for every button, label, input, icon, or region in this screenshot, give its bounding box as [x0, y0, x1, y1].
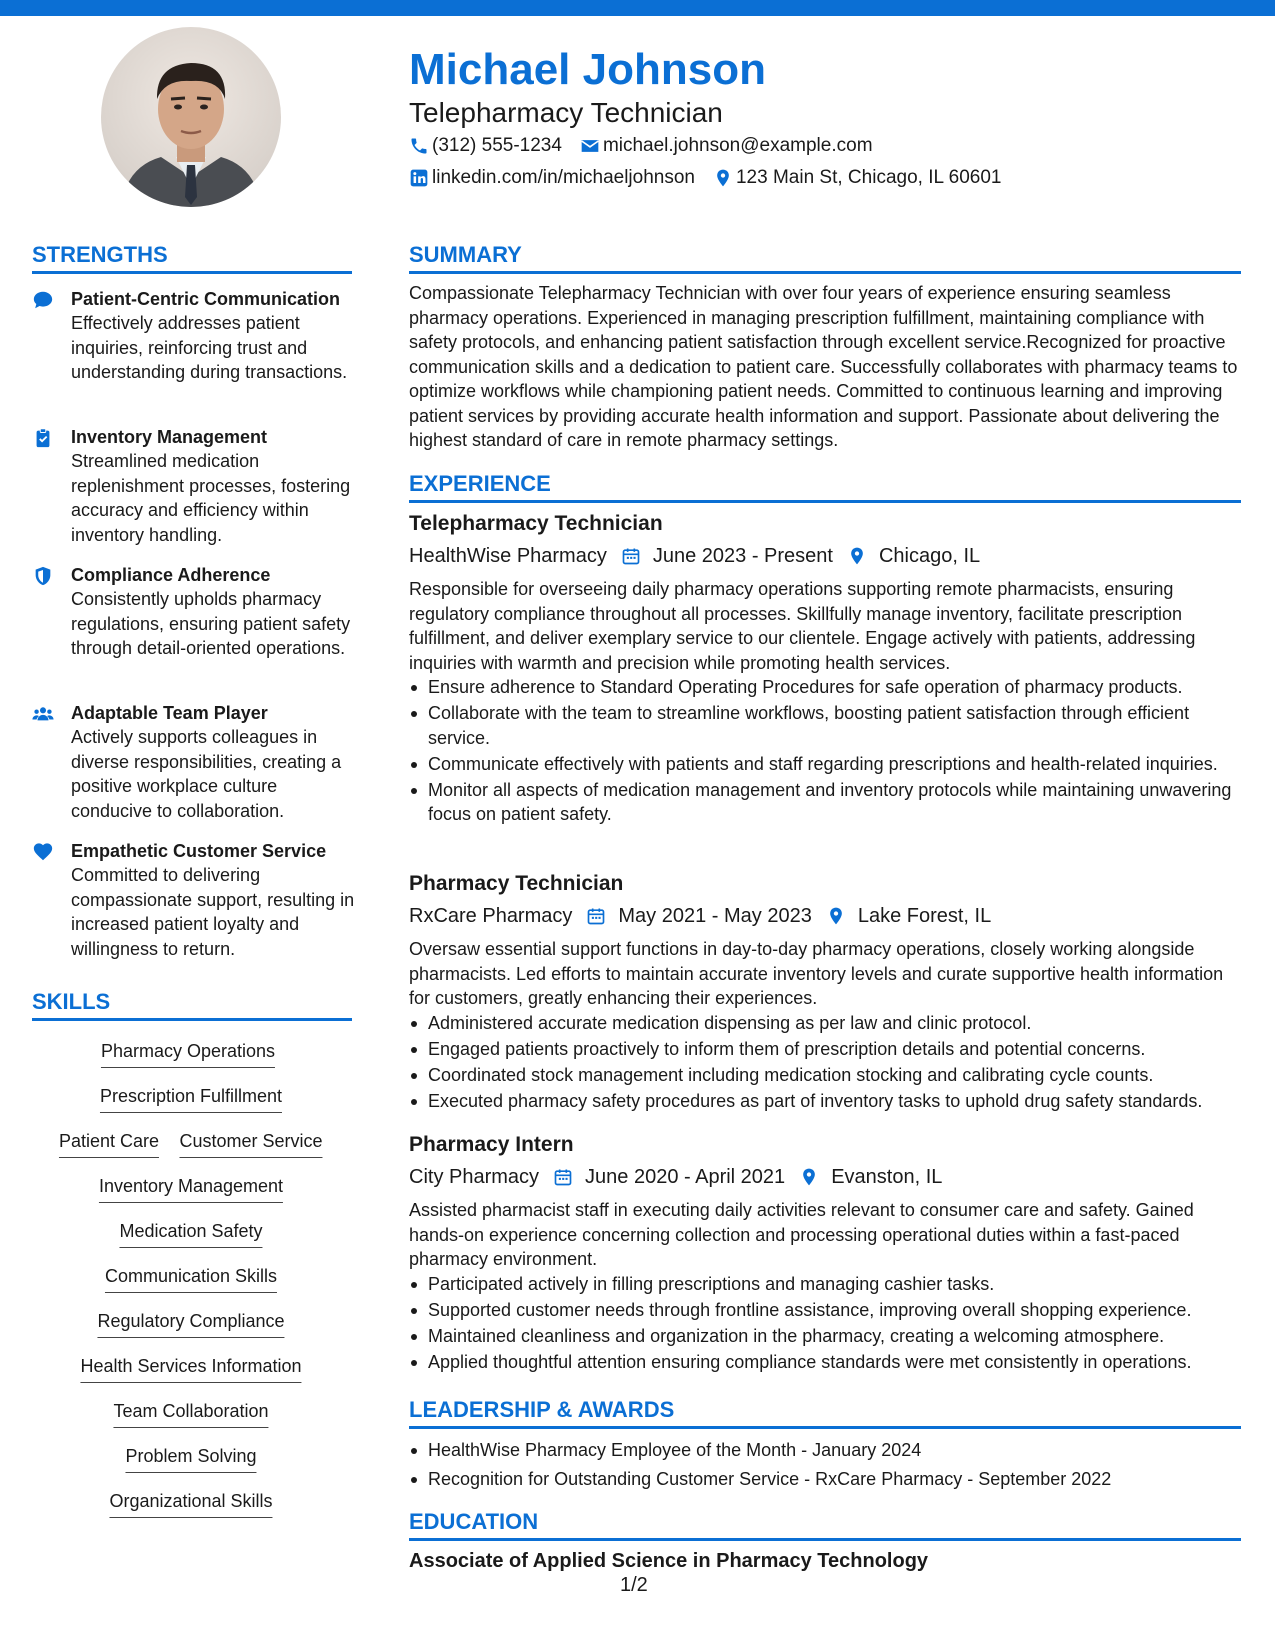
list-item: Coordinated stock management including medication stocking and calibrating cycle counts.	[409, 1063, 1241, 1088]
list-item: Maintained cleanliness and organization in the pharmacy, creating a welcoming atmosphere.	[409, 1324, 1241, 1349]
skill-tag: Health Services Information	[80, 1354, 301, 1383]
calendar-icon	[586, 906, 606, 926]
job-dates: June 2020 - April 2021	[585, 1166, 786, 1188]
company-name: HealthWise Pharmacy	[409, 545, 607, 567]
skill-tag: Patient Care	[59, 1129, 159, 1158]
experience-rule	[409, 500, 1241, 503]
job-description: Responsible for overseeing daily pharmacy operations supporting remote pharmacists, ensuring regulatory compliance throughout all processes. Skillfully manage inventory, facilitate prescription fulfillment, and deliver exemplary service to our clientele. Engage actively with patients, addressing inquiries with warmth and precision while promoting health services.	[409, 579, 1196, 673]
list-item: HealthWise Pharmacy Employee of the Month - January 2024	[409, 1438, 1241, 1463]
candidate-title: Telepharmacy Technician	[409, 97, 723, 128]
list-item: Supported customer needs through frontline assistance, improving overall shopping experience.	[409, 1298, 1241, 1323]
strength-description: Actively supports colleagues in diverse responsibilities, creating a positive workplace culture conducive to collaboration.	[71, 727, 342, 821]
skill-tag: Customer Service	[179, 1129, 322, 1158]
list-item: Administered accurate medication dispensing as per law and clinic protocol.	[409, 1011, 1241, 1036]
map-pin-icon	[713, 168, 733, 188]
job-bullets	[409, 1011, 1241, 1115]
strength-description: Effectively addresses patient inquiries, reinforcing trust and understanding during transactions.	[71, 313, 348, 382]
skill-tag: Team Collaboration	[113, 1399, 268, 1428]
address: 123 Main St, Chicago, IL 60601	[735, 167, 1002, 188]
job-meta	[409, 1163, 942, 1191]
list-item: Monitor all aspects of medication management and inventory protocols while maintaining unwavering focus on patient safety.	[409, 778, 1241, 827]
job-title: Pharmacy Intern	[409, 1133, 574, 1156]
list-item: Engaged patients proactively to inform them of prescription details and potential concerns.	[409, 1037, 1241, 1062]
strength-description: Streamlined medication replenishment processes, fostering accuracy and efficiency within inventory handling.	[71, 451, 351, 545]
calendar-icon	[621, 546, 641, 566]
job-description: Assisted pharmacist staff in executing daily activities relevant to consumer care and safety. Gained hands-on experience concerning collection and processing operational duties within a fast-paced pharmacy environment.	[409, 1200, 1194, 1269]
summary-rule	[409, 271, 1241, 274]
email-link[interactable]: michael.johnson@example.com	[602, 135, 873, 156]
experience-heading: EXPERIENCE	[409, 471, 551, 496]
map-pin-icon	[799, 1167, 819, 1187]
heart-icon	[32, 841, 54, 863]
skill-tag: Pharmacy Operations	[101, 1039, 275, 1068]
skill-tag: Communication Skills	[105, 1264, 277, 1293]
skill-tag: Medication Safety	[119, 1219, 262, 1248]
job-dates: May 2021 - May 2023	[618, 905, 812, 927]
education-heading: EDUCATION	[409, 1509, 539, 1534]
users-icon	[32, 703, 54, 725]
awards-heading: LEADERSHIP & AWARDS	[409, 1397, 675, 1422]
profile-photo	[101, 27, 281, 207]
top-accent-bar	[0, 0, 1275, 16]
summary-text: Compassionate Telepharmacy Technician with over four years of experience ensuring seamless pharmacy operations. Experienced in managing prescription fulfillment, maintaining compliance with safety protocols, and enhancing patient satisfaction through excellent service.Recognized for proactive communication skills and a dedication to patient care. Successfully collaborates with pharmacy teams to optimize workflows while championing patient needs. Committed to continuous learning and improving patient services by providing accurate health information and support. Passionate about delivering the highest standard of care in remote pharmacy settings.	[409, 283, 1238, 450]
skill-tag: Inventory Management	[99, 1174, 283, 1203]
strengths-heading: STRENGTHS	[32, 242, 168, 267]
avatar	[101, 27, 281, 207]
linkedin-icon	[409, 168, 429, 188]
skill-tag: Organizational Skills	[109, 1489, 272, 1518]
list-item: Communicate effectively with patients and staff regarding prescriptions and health-related inquiries.	[409, 752, 1241, 777]
contact-row-1	[409, 134, 873, 158]
skills-heading: SKILLS	[32, 989, 111, 1014]
list-item: Recognition for Outstanding Customer Service - RxCare Pharmacy - September 2022	[409, 1467, 1241, 1492]
skill-tag: Problem Solving	[125, 1444, 256, 1473]
awards-list	[409, 1438, 1241, 1493]
job-location: Chicago, IL	[878, 545, 981, 567]
calendar-icon	[553, 1167, 573, 1187]
strength-title: Compliance Adherence	[71, 565, 271, 585]
page-indicator: 1/2	[620, 1574, 648, 1596]
phone-icon	[409, 136, 429, 156]
strength-title: Patient-Centric Communication	[71, 289, 341, 309]
job-meta	[409, 902, 991, 930]
envelope-icon	[580, 136, 600, 156]
strength-description: Consistently upholds pharmacy regulations, ensuring patient safety through detail-oriented operations.	[71, 589, 351, 658]
job-title: Telepharmacy Technician	[409, 512, 663, 535]
list-item: Ensure adherence to Standard Operating Procedures for safe operation of pharmacy products.	[409, 675, 1241, 700]
skills-rule	[32, 1018, 352, 1021]
skill-tag: Prescription Fulfillment	[100, 1084, 282, 1113]
job-bullets	[409, 1272, 1241, 1376]
map-pin-icon	[847, 546, 867, 566]
list-item: Participated actively in filling prescriptions and managing cashier tasks.	[409, 1272, 1241, 1297]
list-item: Executed pharmacy safety procedures as part of inventory tasks to uphold drug safety standards.	[409, 1089, 1241, 1114]
summary-heading: SUMMARY	[409, 242, 522, 267]
job-dates: June 2023 - Present	[652, 545, 833, 567]
clipboard-check-icon	[32, 427, 54, 449]
contact-row-2	[409, 166, 1001, 190]
phone-number[interactable]: (312) 555-1234	[432, 135, 562, 156]
job-meta	[409, 542, 980, 570]
awards-rule	[409, 1426, 1241, 1429]
company-name: RxCare Pharmacy	[409, 905, 573, 927]
candidate-name: Michael Johnson	[409, 45, 766, 94]
strengths-rule	[32, 271, 352, 274]
map-pin-icon	[826, 906, 846, 926]
linkedin-link[interactable]: linkedin.com/in/michaeljohnson	[432, 167, 695, 188]
education-degree: Associate of Applied Science in Pharmacy Technology	[409, 1550, 929, 1572]
job-title: Pharmacy Technician	[409, 872, 624, 895]
strength-title: Inventory Management	[71, 427, 268, 447]
list-item: Collaborate with the team to streamline workflows, boosting patient satisfaction through efficient service.	[409, 701, 1241, 750]
job-bullets	[409, 675, 1241, 828]
shield-icon	[32, 565, 54, 587]
strength-title: Adaptable Team Player	[71, 703, 268, 723]
company-name: City Pharmacy	[409, 1166, 540, 1188]
speech-bubble-icon	[32, 289, 54, 311]
education-rule	[409, 1538, 1241, 1541]
list-item: Applied thoughtful attention ensuring compliance standards were met consistently in operations.	[409, 1350, 1241, 1375]
strength-description: Committed to delivering compassionate support, resulting in increased patient loyalty and willingness to return.	[71, 865, 355, 959]
job-location: Lake Forest, IL	[857, 905, 992, 927]
job-description: Oversaw essential support functions in day-to-day pharmacy operations, closely working alongside pharmacists. Led efforts to maintain accurate inventory levels and curate supportive health information for customers, greatly enhancing their experiences.	[409, 939, 1224, 1008]
strength-title: Empathetic Customer Service	[71, 841, 327, 861]
skill-tag: Regulatory Compliance	[97, 1309, 284, 1338]
job-location: Evanston, IL	[831, 1166, 943, 1188]
